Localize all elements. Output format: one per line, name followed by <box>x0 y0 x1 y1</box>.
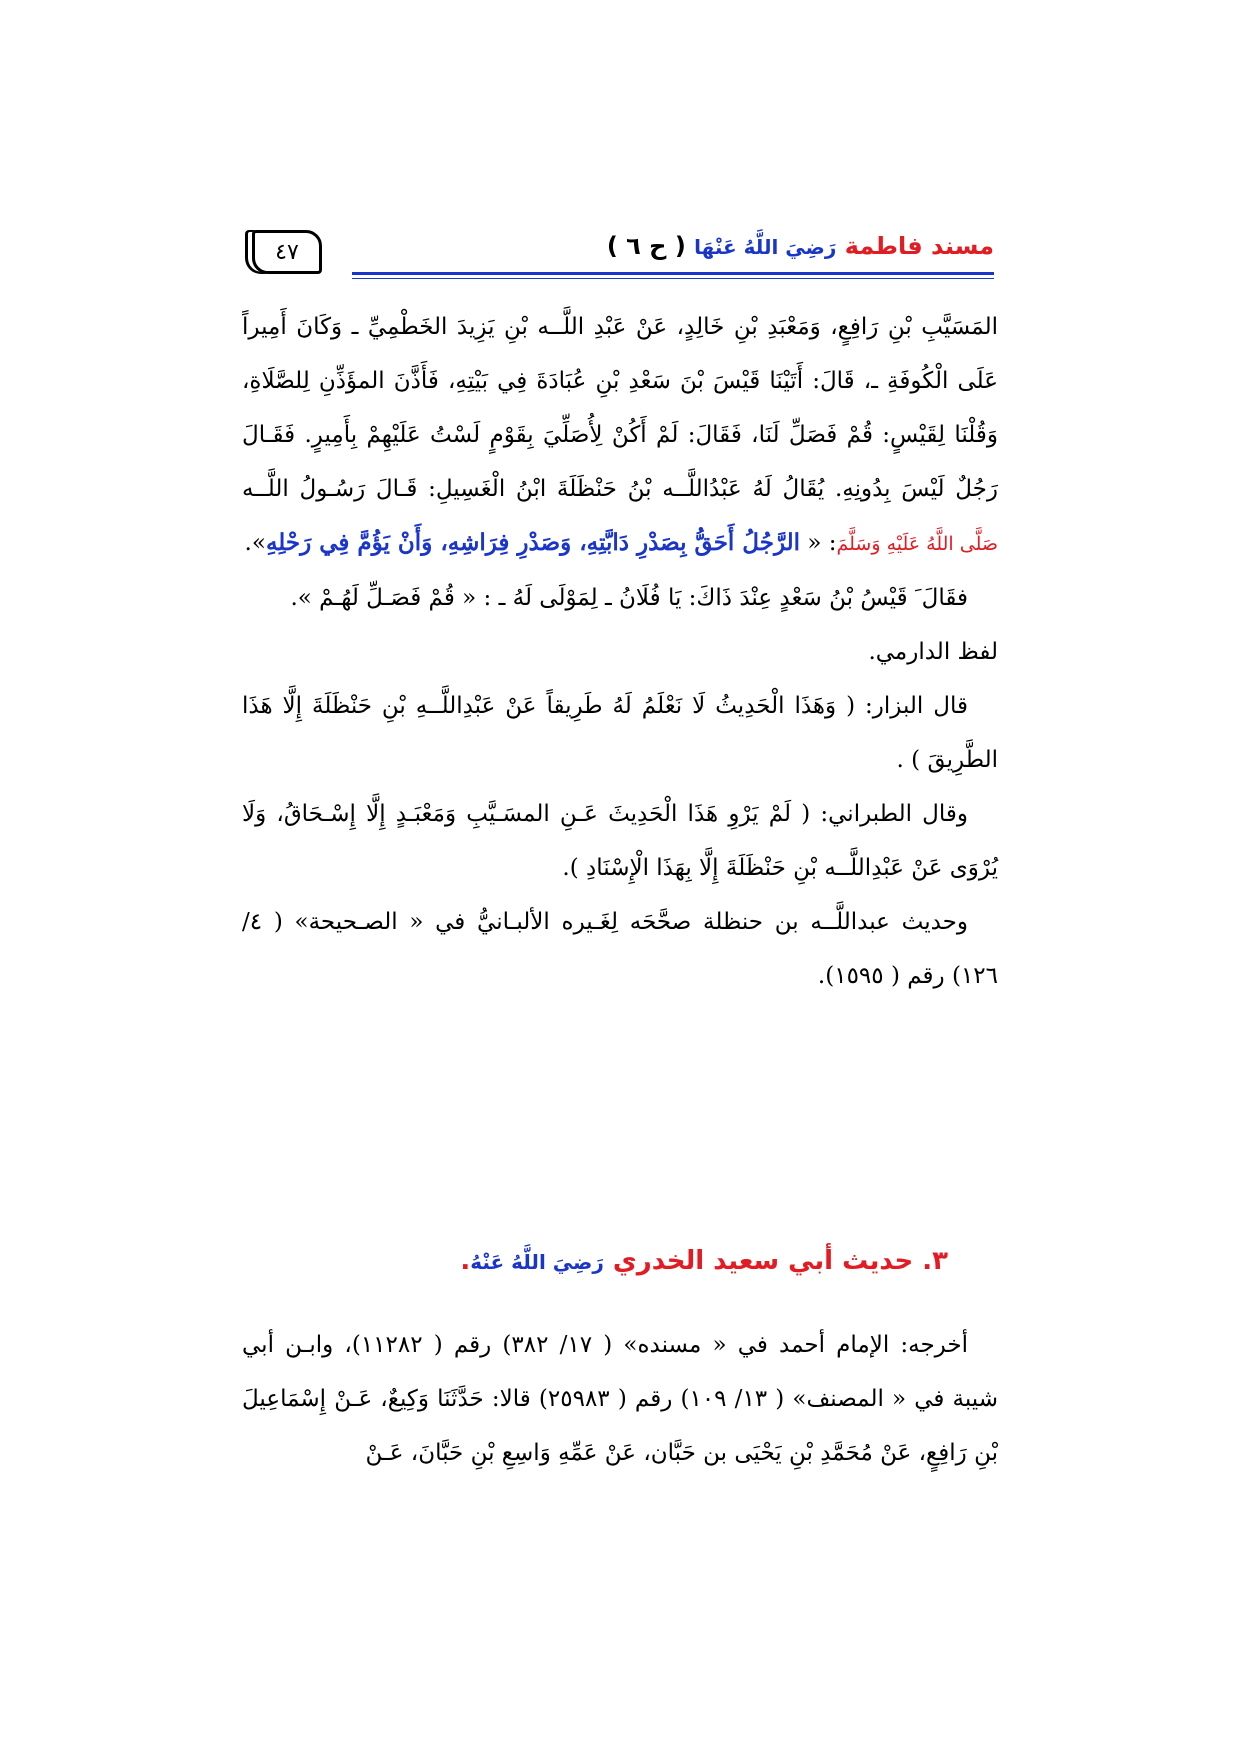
section-honorific: رَضِيَ اللَّهُ عَنْهُ <box>470 1250 604 1274</box>
salawat-text: صَلَّى اللَّهُ عَلَيْهِ وَسَلَّمَ <box>836 533 998 555</box>
header-rule <box>352 272 994 275</box>
main-text-top <box>242 300 998 1003</box>
section-heading-text: ٣. حديث أبي سعيد الخدري <box>612 1246 948 1276</box>
title-honorific: رَضِيَ اللَّهُ عَنْهَا <box>694 235 837 259</box>
takhrij-paragraph: أخرجه: الإمام أحمد في « مسنده» ( ١٧/ ٣٨٢) رقم ( ١١٢٨٢)، وابـن أبي شيبة في « المصنف» ( ١٣/ ١٠٩) رقم ( ٢٥٩٨٣) قالا: حَدَّثَنَا وَكِيعٌ، عَـنْ إِسْمَاعِيلَ بْنِ رَافِعٍ، عَنْ مُحَمَّدِ بْنِ يَحْيَى بن حَبَّان، عَنْ عَمِّهِ وَاسِعِ بْنِ حَبَّانَ، عَـنْ <box>242 1332 999 1466</box>
narration-text: المَسَيَّبِ بْنِ رَافِعٍ، وَمَعْبَدِ بْنِ خَالِدٍ، عَنْ عَبْدِ اللَّــه بْنِ يَزِيدَ الخَطْمِيِّ ـ وَكَانَ أَمِيراً عَلَى الْكُوفَةِ ـ، قَالَ: أَتَيْنَا قَيْسَ بْنَ سَعْدِ بْنِ عُبَادَةَ فِي بَيْتِهِ، فَأَذَّنَ المؤَذِّنِ لِلصَّلَاةِ، وَقُلْنَا لِقَيْسٍ: قُمْ فَصَلِّ لَنَا، فَقَالَ: لَمْ أَكُنْ لِأُصَلِّيَ بِقَوْمٍ لَسْتُ عَلَيْهِمْ بِأَمِيرٍ. فَقَـالَ رَجُلٌ لَيْسَ بِدُونِهِ. يُقَالُ لَهُ عَبْدُاللَّــه بْنُ حَنْظَلَةَ ابْنُ الْغَسِيلِ: قَـالَ رَسُـولُ اللَّــه <box>242 314 998 502</box>
title-part: ( ح ٦ ) <box>606 232 686 260</box>
hadith-open-quote: : « <box>800 530 837 556</box>
tabarani-paragraph: وقال الطبراني: ( لَمْ يَرْوِ هَذَا الْحَدِيثَ عَـنِ المسَـيَّبِ وَمَعْبَـدٍ إِلَّا إِسْـحَاقُ، وَلَا يُرْوَى عَنْ عَبْدِاللَّــه بْنِ حَنْظَلَةَ إِلَّا بِهَذَا الْإِسْنَادِ ). <box>242 801 998 881</box>
section-heading <box>242 1246 948 1276</box>
qays-paragraph: فقَالَ َ قَيْسُ بْنُ سَعْدٍ عِنْدَ ذَاكَ: يَا فُلَانُ ـ لِمَوْلَى لَهُ ـ : « قُمْ فَصَـلِّ لَهُـمْ ». <box>290 585 968 611</box>
narration-paragraph <box>242 300 998 571</box>
section-heading-end: . <box>460 1246 471 1276</box>
albani-paragraph: وحديث عبداللَّــه بن حنظلة صحَّحَه لِغَـيره الألبـانيُّ في « الصـحيحة» ( ٤/ ١٢٦) رقم ( ١٥٩٥). <box>242 909 998 989</box>
hadith-close-quote: ». <box>244 530 266 556</box>
main-text-bottom <box>242 1318 998 1480</box>
hadith-text: الرَّجُلُ أَحَقُّ بِصَدْرِ دَابَّتِهِ، وَصَدْرِ فِرَاشِهِ، وَأَنْ يَؤُمَّ فِي رَحْلِهِ <box>265 529 801 556</box>
header-rule-thin <box>352 278 994 279</box>
title-musnad: مسند فاطمة <box>844 232 994 260</box>
page-header <box>252 230 994 282</box>
page-number: ٤٧ <box>252 230 322 274</box>
darimi-note: لفظ الدارمي. <box>868 639 998 665</box>
bazzar-paragraph: قال البزار: ( وَهَذَا الْحَدِيثُ لَا نَعْلَمُ لَهُ طَرِيقاً عَنْ عَبْدِاللَّــهِ بْنِ حَنْظَلَةَ إِلَّا هَذَا الطَّرِيقَ ) . <box>242 693 998 773</box>
running-title <box>607 232 994 260</box>
